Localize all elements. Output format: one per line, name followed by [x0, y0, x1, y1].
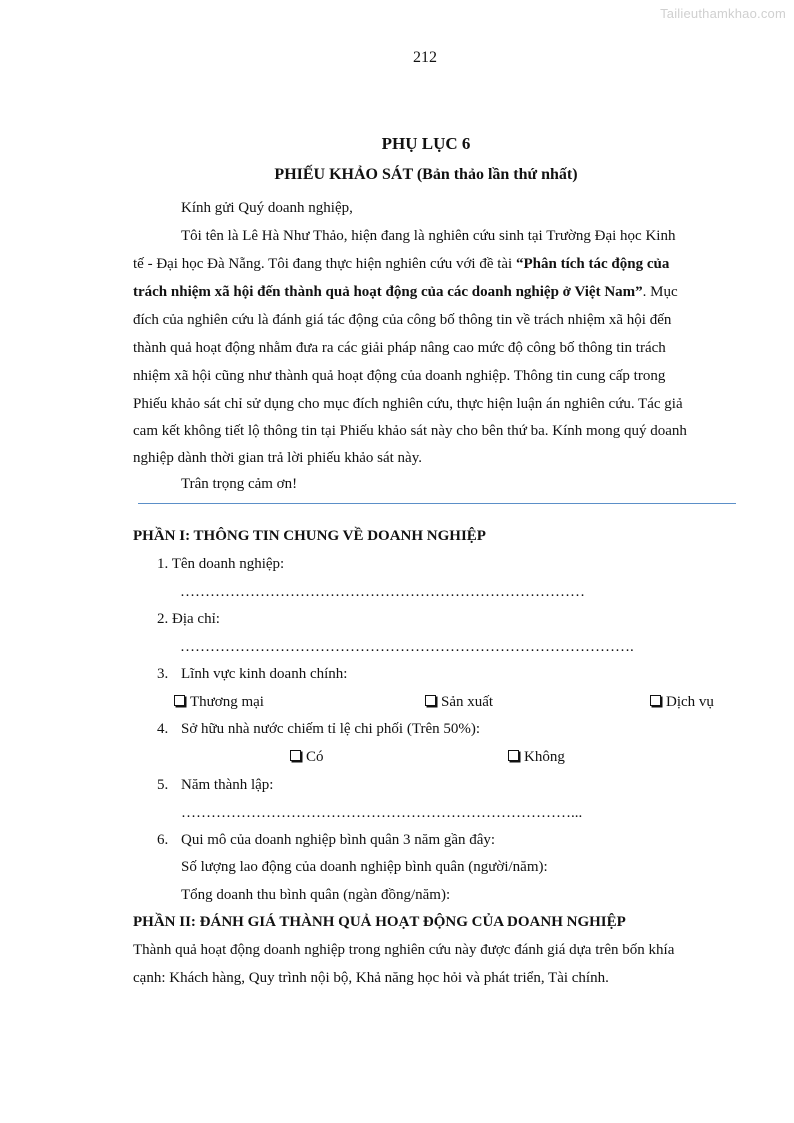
q3-number: 3.: [157, 666, 169, 682]
intro-line-1: Tôi tên là Lê Hà Như Thảo, hiện đang là nghiên cứu sinh tại Trường Đại học Kinh: [181, 228, 676, 244]
q6-label: Qui mô của doanh nghiệp bình quân 3 năm gần đây:: [181, 832, 496, 848]
greeting: Kính gửi Quý doanh nghiệp,: [181, 200, 353, 216]
thesis-title-part-2: trách nhiệm xã hội đến thành quả hoạt động của các doanh nghiệp ở Việt Nam”: [133, 284, 643, 300]
q1-label: 1. Tên doanh nghiệp:: [157, 556, 285, 572]
option-co[interactable]: Có: [290, 749, 324, 766]
checkbox[interactable]: [650, 695, 661, 706]
intro-line-2-text: tế - Đại học Đà Nẵng. Tôi đang thực hiện nghiên cứu với đề tài: [133, 256, 516, 272]
q4-label: Sở hữu nhà nước chiếm tỉ lệ chi phối (Trên 50%):: [181, 721, 481, 737]
checkbox[interactable]: [425, 695, 436, 706]
intro-line-3-text: . Mục: [642, 284, 678, 300]
divider-line: [138, 503, 736, 504]
q5-label: Năm thành lập:: [181, 777, 274, 793]
q6-number: 6.: [157, 832, 169, 848]
part2-line-2: cạnh: Khách hàng, Quy trình nội bộ, Khả năng học hỏi và phát triển, Tài chính.: [133, 970, 609, 986]
part2-line-1: Thành quả hoạt động doanh nghiệp trong nghiên cứu này được đánh giá dựa trên bốn khía: [133, 942, 675, 958]
q4-number: 4.: [157, 721, 169, 737]
option-thuong-mai[interactable]: Thương mại: [174, 694, 264, 711]
q5-answer-blank[interactable]: ……………………………………………………………………...: [181, 805, 583, 821]
q2-answer-blank[interactable]: ……………………………………………………………………………….: [180, 639, 634, 655]
intro-line-8: cam kết không tiết lộ thông tin tại Phiếu khảo sát này cho bên thứ ba. Kính mong quý doanh: [133, 423, 687, 439]
survey-subtitle: PHIẾU KHẢO SÁT (Bản thảo lần thứ nhất): [274, 166, 578, 183]
q6-revenue-label: Tổng doanh thu bình quân (ngàn đồng/năm):: [181, 887, 451, 903]
q6-labor-label: Số lượng lao động của doanh nghiệp bình quân (người/năm):: [181, 859, 548, 875]
thesis-title-part-1: “Phân tích tác động của: [515, 256, 670, 272]
appendix-title: PHỤ LỤC 6: [381, 134, 471, 153]
page-number: 212: [413, 49, 437, 66]
q3-label: Lĩnh vực kinh doanh chính:: [181, 666, 348, 682]
intro-line-4: đích của nghiên cứu là đánh giá tác động của công bố thông tin về trách nhiệm xã hội đến: [133, 312, 672, 328]
checkbox[interactable]: [174, 695, 185, 706]
watermark: Tailieuthamkhao.com: [660, 6, 786, 21]
thanks: Trân trọng cảm ơn!: [181, 476, 298, 492]
option-dich-vu[interactable]: Dịch vụ: [650, 694, 714, 711]
option-khong[interactable]: Không: [508, 749, 565, 766]
checkbox[interactable]: [290, 750, 301, 761]
intro-line-7: Phiếu khảo sát chỉ sử dụng cho mục đích nghiên cứu, thực hiện luận án nghiên cứu. Tác giả: [133, 396, 683, 412]
intro-line-2: [133, 250, 719, 278]
part2-heading: PHẦN II: ĐÁNH GIÁ THÀNH QUẢ HOẠT ĐỘNG CỦA DOANH NGHIỆP: [133, 914, 626, 930]
q5-number: 5.: [157, 777, 169, 793]
checkbox[interactable]: [508, 750, 519, 761]
part1-heading: PHẦN I: THÔNG TIN CHUNG VỀ DOANH NGHIỆP: [133, 528, 486, 544]
intro-line-6: nhiệm xã hội cũng như thành quả hoạt động của doanh nghiệp. Thông tin cung cấp trong: [133, 368, 666, 384]
q1-answer-blank[interactable]: ………………………………………………………………………: [180, 584, 585, 600]
option-san-xuat[interactable]: Sản xuất: [425, 694, 493, 711]
intro-line-3: [133, 278, 719, 306]
q2-label: 2. Địa chỉ:: [157, 611, 220, 627]
intro-line-9: nghiệp dành thời gian trả lời phiếu khảo sát này.: [133, 450, 422, 466]
intro-line-5: thành quả hoạt động nhằm đưa ra các giải pháp nâng cao mức độ công bố thông tin trách: [133, 340, 666, 356]
